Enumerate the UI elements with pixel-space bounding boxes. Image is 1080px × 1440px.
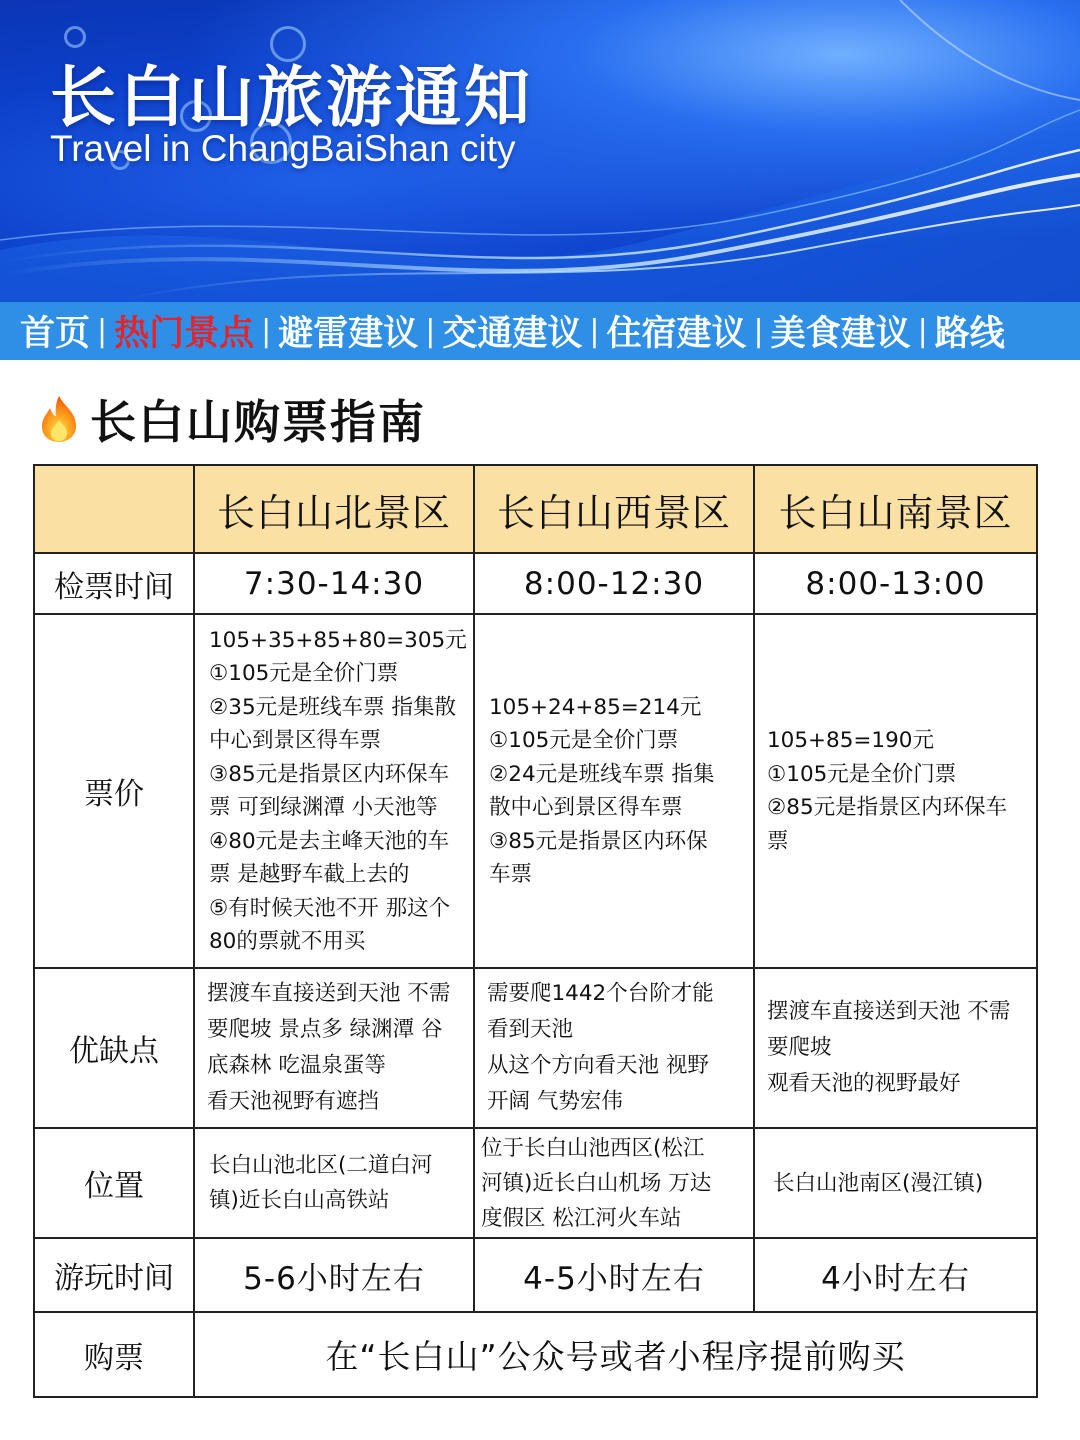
table-row-location <box>34 1128 1037 1238</box>
banner-title: 长白山旅游通知 <box>50 59 533 136</box>
duration-north: 5-6小时左右 <box>194 1238 474 1312</box>
section-title: 长白山购票指南 <box>90 395 426 449</box>
check-time-north: 7:30-14:30 <box>194 553 474 614</box>
pros-cons-line: 看天池视野有遮挡 <box>207 1089 380 1114</box>
price-line: 105+85=190元 <box>767 728 934 753</box>
location-north <box>194 1128 474 1238</box>
pros-cons-line: 要爬坡 景点多 绿渊潭 谷 <box>207 1017 443 1042</box>
price-line: ⑤有时候天池不开 那这个 <box>209 895 451 921</box>
price-line: 80的票就不用买 <box>209 929 366 954</box>
row-label: 检票时间 <box>34 553 194 614</box>
pros-cons-line: 底森林 吃温泉蛋等 <box>207 1053 386 1078</box>
nav-item-food[interactable]: 美食建议 <box>770 314 911 354</box>
nav-item-pitfalls[interactable]: 避雷建议 <box>278 314 419 354</box>
ticket-guide-table <box>33 464 1038 1398</box>
nav-item-transport[interactable]: 交通建议 <box>442 314 583 354</box>
nav-item-routes[interactable]: 路线 <box>934 314 1005 354</box>
pros-cons-line: 摆渡车直接送到天池 不需 <box>207 981 451 1006</box>
pros-cons-line: 从这个方向看天池 视野 <box>487 1053 709 1078</box>
pros-cons-line: 观看天池的视野最好 <box>767 1071 961 1096</box>
pros-cons-south <box>754 968 1037 1128</box>
table-row-check-time <box>34 553 1037 614</box>
fire-icon <box>36 394 82 444</box>
pros-cons-north <box>194 968 474 1128</box>
location-south <box>754 1128 1037 1238</box>
banner-subtitle: Travel in ChangBaiShan city <box>50 128 516 169</box>
pros-cons-line: 开阔 气势宏伟 <box>487 1089 623 1114</box>
pros-cons-line: 看到天池 <box>487 1017 574 1042</box>
price-north <box>194 614 474 968</box>
column-header-west: 长白山西景区 <box>474 465 754 553</box>
location-line: 位于长白山池西区(松江 <box>481 1135 705 1161</box>
nav-item-lodging[interactable]: 住宿建议 <box>606 314 747 354</box>
price-line: ①105元是全价门票 <box>209 661 399 686</box>
price-line: ③85元是指景区内环保 <box>489 828 708 854</box>
price-south <box>754 614 1037 968</box>
price-line: ②24元是班线车票 指集 <box>489 761 715 787</box>
price-line: 105+24+85=214元 <box>489 694 702 720</box>
price-line: ①105元是全价门票 <box>489 728 679 753</box>
price-line: ②85元是指景区内环保车 <box>767 795 1008 820</box>
check-time-west: 8:00-12:30 <box>474 553 754 614</box>
price-line: 票 是越野车截上去的 <box>209 862 410 887</box>
duration-west: 4-5小时左右 <box>474 1238 754 1312</box>
header-banner <box>0 0 1080 302</box>
nav-separator: | <box>261 313 272 349</box>
location-line: 长白山池北区(二道白河 <box>209 1153 433 1178</box>
row-label: 购票 <box>34 1312 194 1397</box>
price-line: ④80元是去主峰天池的车 <box>209 828 450 854</box>
nav-item-home[interactable]: 首页 <box>20 314 91 354</box>
table-row-purchase <box>34 1312 1037 1397</box>
price-line: 中心到景区得车票 <box>209 728 382 753</box>
nav-separator: | <box>425 313 436 349</box>
row-label: 游玩时间 <box>34 1238 194 1312</box>
table-header-row <box>34 465 1037 553</box>
table-row-pros-cons <box>34 968 1037 1128</box>
table-row-price <box>34 614 1037 968</box>
location-line: 长白山池南区(漫江镇) <box>773 1170 984 1196</box>
nav-item-attractions[interactable]: 热门景点 <box>114 314 255 354</box>
duration-south: 4小时左右 <box>754 1238 1037 1312</box>
row-label: 票价 <box>34 614 194 968</box>
price-line: 票 <box>767 828 789 854</box>
column-header-north: 长白山北景区 <box>194 465 474 553</box>
column-header-south: 长白山南景区 <box>754 465 1037 553</box>
price-line: 票 可到绿渊潭 小天池等 <box>209 795 438 820</box>
nav-separator: | <box>97 313 108 349</box>
price-line: ①105元是全价门票 <box>767 761 957 787</box>
price-line: ③85元是指景区内环保车 <box>209 761 450 787</box>
price-west <box>474 614 754 968</box>
nav-separator: | <box>753 313 764 349</box>
row-label: 优缺点 <box>34 968 194 1128</box>
price-line: 车票 <box>489 862 533 887</box>
top-nav <box>0 302 1080 360</box>
row-label: 位置 <box>34 1128 194 1238</box>
header-corner <box>34 465 194 553</box>
price-line: 105+35+85+80=305元 <box>209 627 467 653</box>
pros-cons-line: 需要爬1442个台阶才能 <box>487 981 714 1006</box>
price-line: ②35元是班线车票 指集散 <box>209 694 456 720</box>
price-line: 散中心到景区得车票 <box>489 795 683 820</box>
section-header <box>36 386 426 452</box>
table-row-duration <box>34 1238 1037 1312</box>
check-time-south: 8:00-13:00 <box>754 553 1037 614</box>
location-line: 度假区 松江河火车站 <box>481 1205 682 1231</box>
pros-cons-line: 摆渡车直接送到天池 不需 <box>767 999 1011 1024</box>
location-line: 镇)近长白山高铁站 <box>209 1188 390 1213</box>
location-west <box>474 1128 754 1238</box>
nav-separator: | <box>589 313 600 349</box>
purchase-info: 在“长白山”公众号或者小程序提前购买 <box>194 1312 1037 1397</box>
pros-cons-line: 要爬坡 <box>767 1035 832 1060</box>
pros-cons-west <box>474 968 754 1128</box>
nav-separator: | <box>917 313 928 349</box>
location-line: 河镇)近长白山机场 万达 <box>481 1170 712 1196</box>
